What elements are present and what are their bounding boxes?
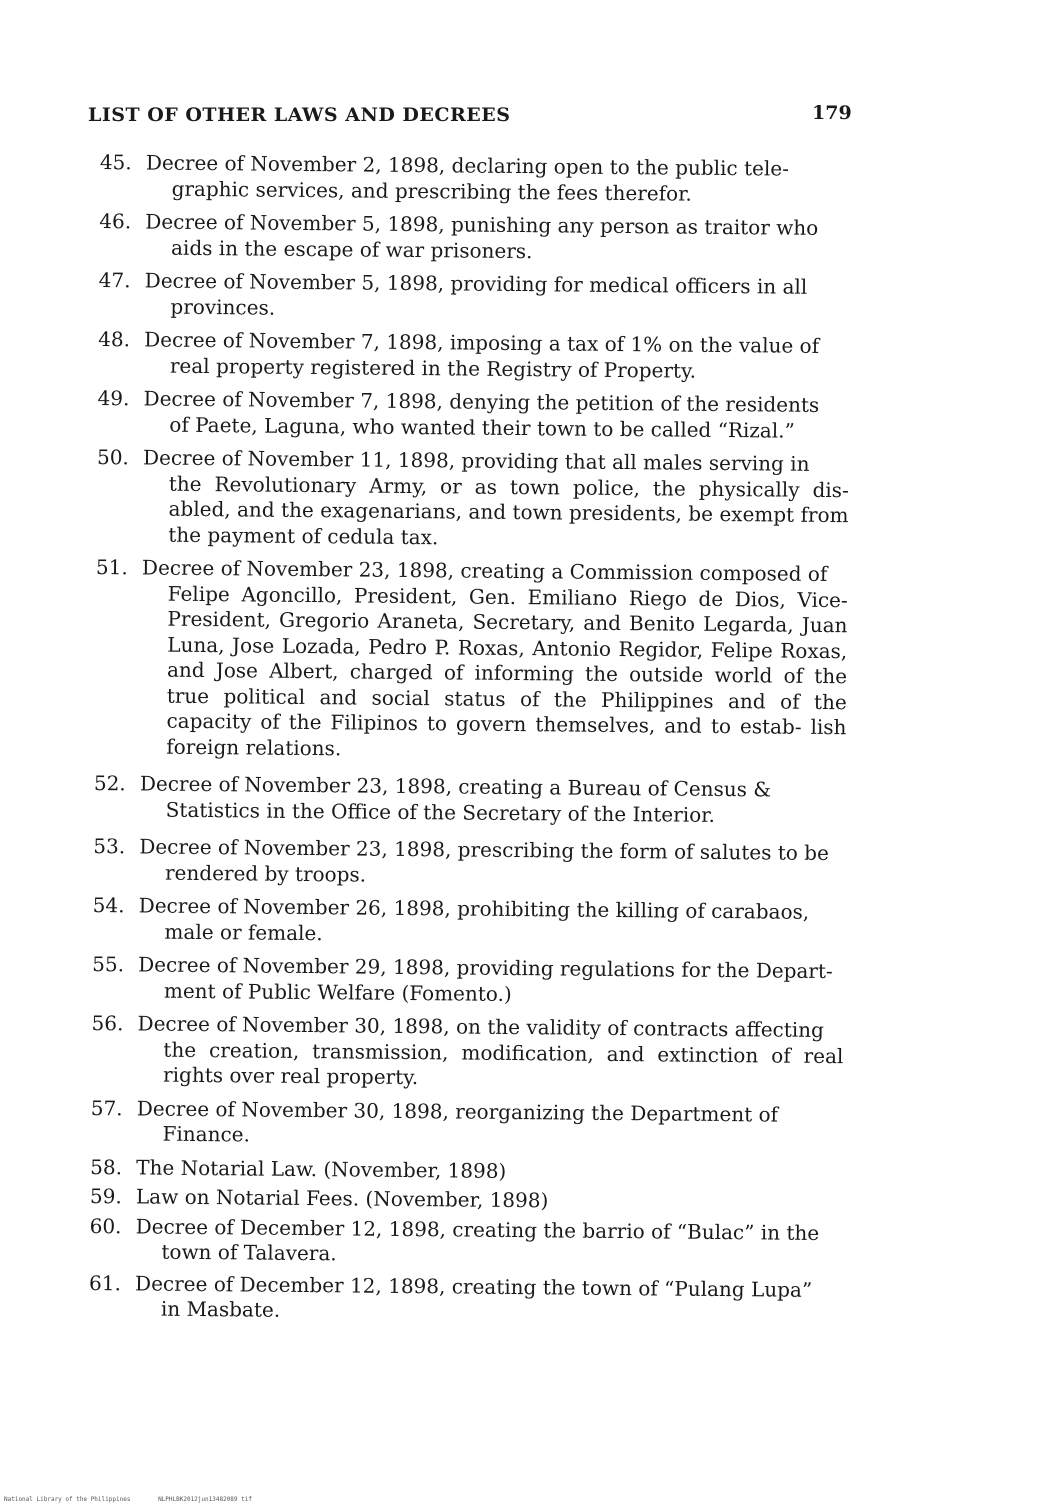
entry-continuation: rendered by troops. [164,860,367,887]
entry-number: 61. [89,1270,122,1295]
entry-text [135,1270,841,1329]
entry-number: 58. [90,1154,123,1179]
entry-continuation: town of Talavera. [161,1239,337,1266]
entry-number: 57. [90,1095,123,1120]
entry-text [138,952,844,1011]
scan-footer-id: NLPHLBK2012jun13482089 tif [158,1496,252,1503]
entry-first-line: Decree of December 12, 1898, creating the barrio of “Bulac” in the [135,1213,820,1245]
entry-text [135,1184,842,1217]
entry-number: 46. [99,208,132,234]
decree-entry [98,327,850,385]
page-number: 179 [812,102,852,124]
entry-number: 45. [99,150,132,175]
entry-continuation: aids in the escape of war prisoners. [170,235,533,263]
entry-continuation: provinces. [170,294,276,320]
entry-first-line: Decree of November 11, 1898, providing that all males serving in [142,445,810,476]
entry-number: 50. [96,444,129,470]
decree-entry [91,1011,844,1095]
decree-entry [89,1270,841,1328]
decree-entry [93,834,845,892]
scan-footer-library: National Library of the Philippines [4,1496,131,1503]
entry-first-line: Decree of November 5, 1898, providing for medical officers in all [144,268,808,299]
entry-continuation: real property registered in the Registry of Property. [169,353,697,383]
decree-entry [94,555,848,766]
decree-entry [90,1154,842,1187]
decree-list [89,150,852,1337]
entry-continuation: male or female. [164,919,323,945]
entry-text [139,834,845,893]
decree-entry [100,150,852,208]
entry-first-line: Decree of November 23, 1898, creating a Commission composed of [141,555,828,587]
decree-entry [94,771,846,829]
entry-continuation: Finance. [162,1121,251,1147]
entry-text [142,445,849,555]
entry-first-line: The Notarial Law. (November, 1898) [136,1154,507,1183]
running-head: LIST OF OTHER LAWS AND DECREES [88,104,511,126]
entry-first-line: Decree of November 29, 1898, providing regulations for the Depart- [138,952,833,984]
decree-entry [97,386,849,444]
entry-continuation: ment of Public Welfare (Fomento.) [163,978,512,1006]
entry-text [144,327,850,386]
decree-entry [98,268,850,326]
entry-first-line: Decree of December 12, 1898, creating the town of “Pulang Lupa” [135,1270,813,1302]
entry-number: 52. [93,770,126,796]
entry-first-line: Decree of November 5, 1898, punishing any person as traitor who [145,209,819,240]
entry-text [136,1095,842,1154]
entry-continuation: Statistics in the Office of the Secretary of the Interior. [165,797,716,827]
entry-first-line: Decree of November 26, 1898, prohibiting the killing of carabaos, [138,893,810,924]
entry-text [145,150,852,209]
decree-entry [99,209,851,267]
decree-entry [90,1184,842,1217]
decree-entry [90,1095,842,1153]
entry-number: 54. [92,892,125,918]
entry-continuation: graphic services, and prescribing the fees therefor. [171,176,692,206]
entry-continuation: in Masbate. [160,1296,281,1322]
entry-number: 47. [98,267,131,293]
entry-number: 55. [92,951,125,977]
entry-text [144,268,850,327]
entry-text [136,1154,842,1187]
entry-text [141,555,848,767]
entry-text [135,1213,841,1272]
entry-text [138,893,844,952]
scan-footer [4,1496,276,1503]
decree-entry [92,893,844,951]
entry-number: 56. [91,1010,124,1036]
entry-first-line: Decree of November 7, 1898, denying the petition of the residents [143,386,820,417]
entry-text [137,1011,844,1095]
decree-entry [92,952,844,1010]
decree-entry [96,445,849,554]
entry-number: 60. [89,1213,122,1238]
entry-continuation: the Revolutionary Army, or as town police, the physically dis- abled, and the exagenarians, and town presidents, be exempt from the payment of cedula tax. [168,471,849,549]
entry-first-line: Decree of November 23, 1898, creating a Bureau of Census & [139,771,772,802]
entry-first-line: Decree of November 30, 1898, reorganizing the Department of [136,1095,779,1127]
entry-continuation: the creation, transmission, modification, and extinction of real rights over real property. [163,1037,844,1090]
entry-first-line: Law on Notarial Fees. (November, 1898) [135,1184,549,1213]
entry-number: 53. [93,833,126,859]
entry-number: 59. [89,1183,122,1209]
decree-entry [89,1213,841,1271]
entry-first-line: Decree of November 23, 1898, prescribing the form of salutes to be [139,834,829,866]
entry-number: 48. [98,326,131,352]
entry-text [139,771,846,830]
entry-text [143,386,849,445]
entry-number: 51. [95,554,128,580]
entry-first-line: Decree of November 7, 1898, imposing a tax of 1% on the value of [144,327,820,358]
entry-text [145,209,851,268]
entry-continuation: of Paete, Laguna, who wanted their town to be called “Rizal.” [169,412,795,443]
entry-continuation: Felipe Agoncillo, President, Gen. Emiliano Riego de Dios, Vice- President, Gregorio Araneta, Secretary, and Benito Legarda, Juan Luna, Jose Lozada, Pedro P. Roxas, Antonio Regidor, Felipe Roxas, and Jose Albert, charged of informing the outside world of the true political and social status of the Philippines and of the capacity of the Filipinos to govern themselves, and to estab- lish foreign relations. [166,581,848,760]
entry-first-line: Decree of November 30, 1898, on the validity of contracts affecting [137,1011,825,1042]
entry-number: 49. [97,385,130,411]
entry-first-line: Decree of November 2, 1898, declaring open to the public tele- [145,150,790,181]
